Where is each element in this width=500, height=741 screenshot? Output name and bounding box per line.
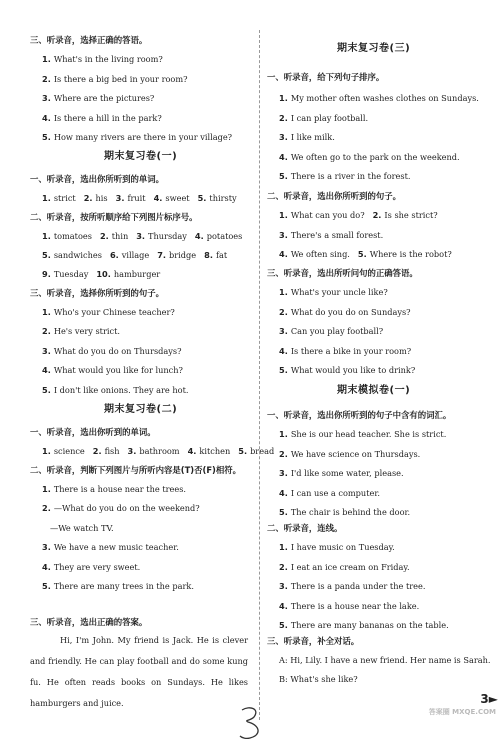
item-text: I can use a computer. [290,487,380,498]
item-number: 1. [279,542,288,552]
item-number: 2. [42,73,51,84]
item-text: There is a panda under the tree. [290,581,426,592]
list-item [42,74,188,84]
section-header: 一、听录音，选出你听到的单词。 [30,427,156,437]
item-text: strict [53,193,76,203]
list-item [279,542,395,552]
reading-paragraph: Hi, I'm John. My friend is Jack. He is clever and friendly. He can play football and do some kung fu. He often reads books on Sundays. He likes hamburgers and juice. [30,635,248,708]
item-text: Where are the pictures? [53,93,155,104]
handwritten-mark [236,705,268,741]
item-text: What would you like to drink? [290,365,416,376]
list-item [42,54,163,64]
item-text: There is a house near the trees. [53,484,187,494]
item-number: 1. [279,287,288,297]
item-text: What do you do on Thursdays? [53,345,182,356]
list-item [279,488,380,498]
item-number: 1. [279,429,288,439]
item-text: thirsty [209,193,237,203]
list-item [42,542,179,552]
dialogue-line: B: What's she like? [279,674,358,684]
word-row [42,269,160,279]
item-number: 5. [238,446,248,456]
item-number: 3. [127,446,137,456]
item-number: 2. [83,193,93,203]
item-number: 3. [279,326,288,337]
item-number: 3. [279,230,288,240]
exam-title: 期末复习卷(三) [337,43,411,54]
list-item [42,581,194,591]
list-item [279,326,383,336]
item-text: —We watch TV. [50,522,114,533]
list-item [42,562,140,572]
item-number: 4. [42,112,51,123]
item-text: tomatoes [53,231,92,241]
item-number: 4. [279,249,288,259]
item-text: fruit [127,193,146,203]
item-text: My mother often washes clothes on Sundays. [290,93,479,103]
item-text: —What do you do on the weekend? [53,503,200,514]
item-number: 2. [99,231,109,241]
list-item [42,346,182,356]
section-header: 二、听录音，判断下列图片与所听内容是(T)否(F)相符。 [30,465,241,475]
item-number: 4. [42,365,51,376]
item-text: I can play football. [290,112,369,123]
item-number: 4. [187,446,197,456]
item-text: I don't like onions. They are hot. [53,384,189,395]
item-text: The chair is behind the door. [290,507,411,518]
item-text: bathroom [139,446,180,456]
item-text: fat [215,250,228,260]
item-text: Is there a hill in the park? [53,112,162,123]
exam-title: 期末模拟卷(一) [337,385,411,396]
list-item [279,365,415,375]
list-item [279,132,335,142]
list-item [42,326,120,336]
item-text: There are many trees in the park. [53,581,194,591]
exam-title: 期末复习卷(二) [104,404,178,415]
list-item [279,468,404,478]
section-header: 二、听录音，连线。 [267,523,343,533]
item-text: I eat an ice cream on Friday. [290,561,410,572]
item-number: 2. [42,503,51,514]
section-header: 三、听录音，补全对话。 [267,636,360,646]
item-number: 2. [279,112,288,123]
item-number: 4. [279,600,288,611]
item-number: 7. [157,250,167,260]
item-text: Tuesday [53,269,89,279]
item-text: I have music on Tuesday. [290,542,395,552]
list-item [42,93,154,103]
item-text: Is there a big bed in your room? [53,73,188,84]
item-number: 5. [42,384,51,395]
item-number: 5. [197,193,207,203]
item-text: bridge [169,250,197,260]
list-item [279,152,460,162]
list-item [279,581,425,591]
item-number: 4. [153,193,163,203]
list-item [279,307,411,317]
item-number: 1. [42,307,51,317]
section-header: 二、听录音，选出你所听到的句子。 [267,191,401,201]
sentence-row [279,230,383,240]
item-text: Who's your Chinese teacher? [53,307,175,317]
item-text: We have a new music teacher. [53,542,179,553]
item-text: Is there a bike in your room? [290,345,412,356]
item-text: science [53,446,85,456]
item-text: We often go to the park on the weekend. [290,151,460,162]
item-number: 2. [372,210,382,220]
list-item [279,601,419,611]
dialogue-line: A: Hi, Lily. I have a new friend. Her name is Sarah. [279,655,491,665]
item-text: There is a house near the lake. [290,600,420,611]
item-number: 2. [92,446,102,456]
item-number: 4. [194,231,204,241]
list-item [279,113,368,123]
column-divider [259,30,260,720]
list-item [279,171,411,181]
list-item [50,523,114,533]
item-text: his [95,193,108,203]
section-header: 三、听录音，选出所听问句的正确答语。 [267,268,418,278]
item-text: I like milk. [290,132,335,143]
item-number: 4. [279,345,288,356]
list-item [42,132,232,142]
list-item [279,287,388,297]
item-text: We often sing. [290,249,350,259]
list-item [279,507,410,517]
list-item [42,113,162,123]
list-item [279,93,479,103]
item-text: village [121,250,150,260]
item-text: sweet [165,193,190,203]
item-number: 1. [42,484,51,494]
watermark: 答案圈 MXQE.COM [428,708,496,716]
item-number: 2. [279,306,288,317]
sentence-row [279,210,438,220]
item-number: 3. [279,581,288,592]
item-text: hamburger [113,269,161,279]
list-item [42,365,183,375]
list-item [42,307,175,317]
word-row [42,250,227,260]
item-text: What would you like for lunch? [53,365,183,376]
item-number: 5. [42,250,51,260]
item-text: Can you play football? [290,326,384,337]
item-number: 5. [357,249,367,259]
item-number: 1. [42,231,51,241]
item-text: There are many bananas on the table. [290,620,449,631]
item-text: They are very sweet. [53,561,141,572]
item-number: 5. [279,171,288,182]
item-number: 2. [279,561,288,572]
list-item [279,449,420,459]
item-text: Thursday [148,231,187,241]
item-number: 5. [42,581,51,591]
list-item [279,620,449,630]
item-text: He's very strict. [53,326,120,337]
item-text: kitchen [199,446,231,456]
item-number: 4. [279,151,288,162]
item-number: 10. [96,269,111,279]
item-text: bread [250,446,275,456]
item-text: There's a small forest. [290,230,384,240]
word-row [42,193,237,203]
list-item [279,429,446,439]
item-number: 3. [136,231,146,241]
item-number: 5. [279,365,288,376]
page-number: 3► [480,692,498,706]
list-item [279,562,410,572]
item-text: What do you do on Sundays? [290,306,411,317]
item-text: I'd like some water, please. [290,468,404,479]
item-number: 2. [279,448,288,459]
item-number: 6. [109,250,119,260]
word-row [42,446,274,456]
item-number: 3. [115,193,125,203]
item-number: 8. [204,250,213,260]
section-header: 一、听录音，选出你所听到的句子中含有的词汇。 [267,410,452,420]
item-number: 3. [279,132,288,143]
section-header: 一、听录音，选出你所听到的单词。 [30,174,164,184]
arrow-right-icon: ► [488,692,498,706]
item-text: What can you do? [290,210,365,220]
word-row [42,231,242,241]
item-text: How many rivers are there in your village? [53,132,233,143]
item-number: 9. [42,269,51,279]
item-number: 1. [42,446,51,456]
item-number: 4. [279,487,288,498]
item-number: 1. [279,93,288,103]
item-text: She is our head teacher. She is strict. [290,429,447,439]
item-number: 4. [42,561,51,572]
item-text: We have science on Thursdays. [290,448,421,459]
list-item [279,346,411,356]
item-text: There is a river in the forest. [290,171,411,182]
item-number: 5. [279,507,288,518]
sentence-row [279,249,452,259]
item-number: 3. [42,93,51,104]
section-header: 二、听录音，按所听顺序给下列图片标序号。 [30,212,198,222]
item-number: 5. [279,620,288,631]
item-number: 5. [42,132,51,143]
list-item [42,385,188,395]
section-header: 三、听录音，选出正确的答案。 [30,617,148,627]
item-number: 3. [42,542,51,553]
section-header: 三、听录音，选择你所听到的句子。 [30,288,164,298]
section-header: 一、听录音，给下列句子排序。 [267,72,385,82]
section-header: 三、听录音，选择正确的答语。 [30,35,148,45]
item-number: 1. [42,54,51,64]
list-item [42,503,200,513]
exam-title: 期末复习卷(一) [104,151,178,162]
item-number: 1. [279,210,288,220]
item-number: 3. [42,345,51,356]
item-text: Is she strict? [384,210,438,220]
item-text: thin [111,231,129,241]
item-text: sandwiches [53,250,102,260]
item-text: Where is the robot? [369,249,452,259]
item-text: What's your uncle like? [290,287,388,297]
item-number: 3. [279,468,288,479]
item-number: 2. [42,326,51,337]
item-text: What's in the living room? [53,54,163,64]
item-text: fish [104,446,120,456]
item-text: potatoes [206,231,243,241]
item-number: 1. [42,193,51,203]
list-item [42,484,186,494]
